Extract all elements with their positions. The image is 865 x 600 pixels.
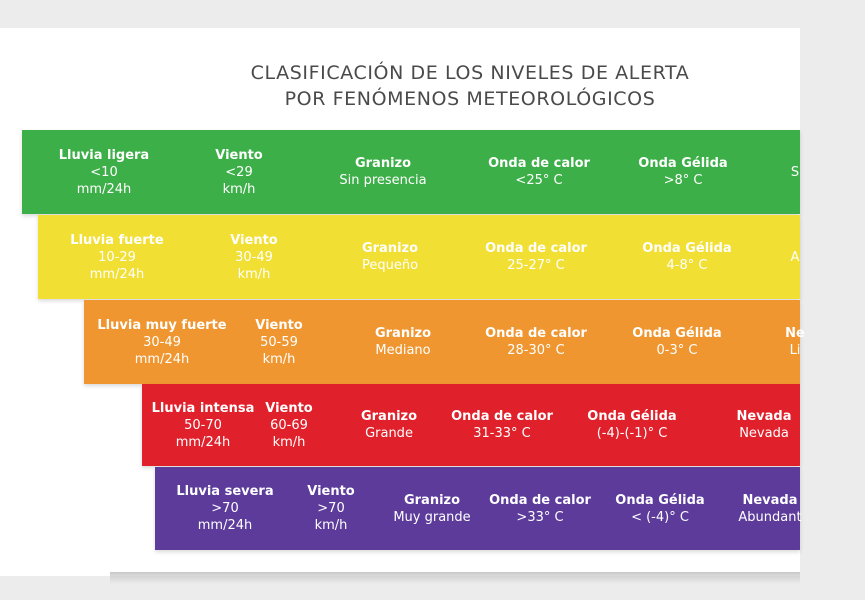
alert-cell [725,130,865,214]
cell-heading: Onda de calor [485,241,587,256]
cell-value: Nevada [739,426,789,441]
cell-heading: Viento [307,484,355,499]
cell-value: mm/24h [76,181,132,197]
title-line-1: CLASIFICACIÓN DE LOS NIVELES DE ALERTA [250,62,690,84]
cell-value: 28-30° C [507,343,565,358]
cell-value: Grande [365,426,413,441]
cell-value: <25° C [515,173,563,188]
cell-value: Pequeño [361,258,419,273]
cell-value: 25-27° C [507,258,565,273]
alert-cell [694,384,834,466]
alert-cell [562,384,702,466]
cell-value: 30-49 [235,249,273,265]
cell-value: mm/24h [197,518,253,533]
cell-value: <10 [90,164,118,180]
alert-cell [184,215,324,299]
alert-band-red [142,384,800,466]
alert-cell [169,130,309,214]
cell-value: 30-49 [143,334,181,350]
cell-heading: Onda de calor [489,492,591,508]
cell-heading: Lluvia fuerte [70,232,164,248]
cell-heading: Lluvia intensa [151,400,255,416]
cell-value: km/h [237,266,271,282]
cell-value: 10-29 [98,249,136,265]
cell-heading: Lluvia muy fuerte [97,317,227,333]
cell-value: km/h [222,181,256,197]
cell-heading: Onda de calor [451,409,553,424]
cell-heading: Onda Gélida [615,492,705,508]
cell-heading: Granizo [360,409,418,424]
cell-value: < (-4)° C [631,509,689,525]
cell-heading: Granizo [403,492,461,508]
alert-cell [469,130,609,214]
cell-value: A [790,249,800,265]
cell-heading: Viento [255,317,303,333]
cell-value: 0-3° C [656,343,698,358]
cell-heading: Viento [215,147,263,163]
cell-heading: Viento [230,232,278,248]
cell-value: 50-70 [184,417,222,433]
cell-heading: Onda Gélida [638,156,728,171]
alert-cell [470,467,610,550]
alert-band-orange [84,300,805,384]
cell-value: >70 [317,501,345,516]
cell-heading: Granizo [374,326,432,341]
cell-value: Muy grande [393,509,471,525]
alert-cell [466,215,606,299]
alert-cell [34,130,174,214]
cell-heading: Onda de calor [485,326,587,341]
cell-heading: Onda Gélida [642,241,732,256]
cell-value: km/h [262,351,296,367]
alert-cell [47,215,187,299]
cell-value: Abundant [738,509,802,525]
cell-value: 60-69 [270,417,308,433]
cell-value: >33° C [516,509,564,525]
alert-band-yellow [38,215,800,299]
cell-value: 50-59 [260,334,298,350]
cell-heading: Granizo [361,241,419,256]
cell-value: mm/24h [89,266,145,282]
cell-value: <29 [225,164,253,180]
alert-cell [209,300,349,384]
cell-value: >70 [211,501,239,516]
cell-heading: Onda Gélida [632,326,722,341]
alert-cell [466,300,606,384]
alert-cell [725,300,865,384]
cell-value: km/h [272,434,306,450]
cell-heading: Viento [265,400,313,416]
cell-heading: Onda de calor [488,156,590,171]
alert-band-green [22,130,800,214]
cell-value: 4-8° C [666,258,708,273]
cell-value: km/h [314,518,348,533]
alert-cell [725,215,865,299]
alert-cell [333,300,473,384]
cell-heading: Lluvia ligera [58,147,150,163]
cell-heading: Lluvia severa [176,484,274,499]
cell-value: (-4)-(-1)° C [596,426,668,441]
alert-cell [320,215,460,299]
title-line-2: POR FENÓMENOS METEOROLÓGICOS [284,88,656,110]
cell-value: Mediano [375,343,431,358]
cell-heading: Onda Gélida [587,409,677,424]
cell-heading: Granizo [354,156,412,171]
cell-value: >8° C [663,173,703,188]
alert-cell [313,130,453,214]
cell-value: Li [789,343,801,358]
card-bottom-shadow [110,572,800,584]
cell-value: S [790,164,800,180]
cell-heading: Ne [785,326,805,341]
cell-value: mm/24h [175,434,231,450]
infographic-title [150,60,790,112]
alert-cell [432,384,572,466]
alert-cell [700,467,840,550]
cell-heading: Nevada [736,409,792,424]
alert-band-purple [155,467,800,550]
cell-value: 31-33° C [473,426,531,441]
cell-value: Sin presencia [339,173,427,188]
cell-value: mm/24h [134,351,190,367]
cell-heading: Nevada [742,492,798,508]
